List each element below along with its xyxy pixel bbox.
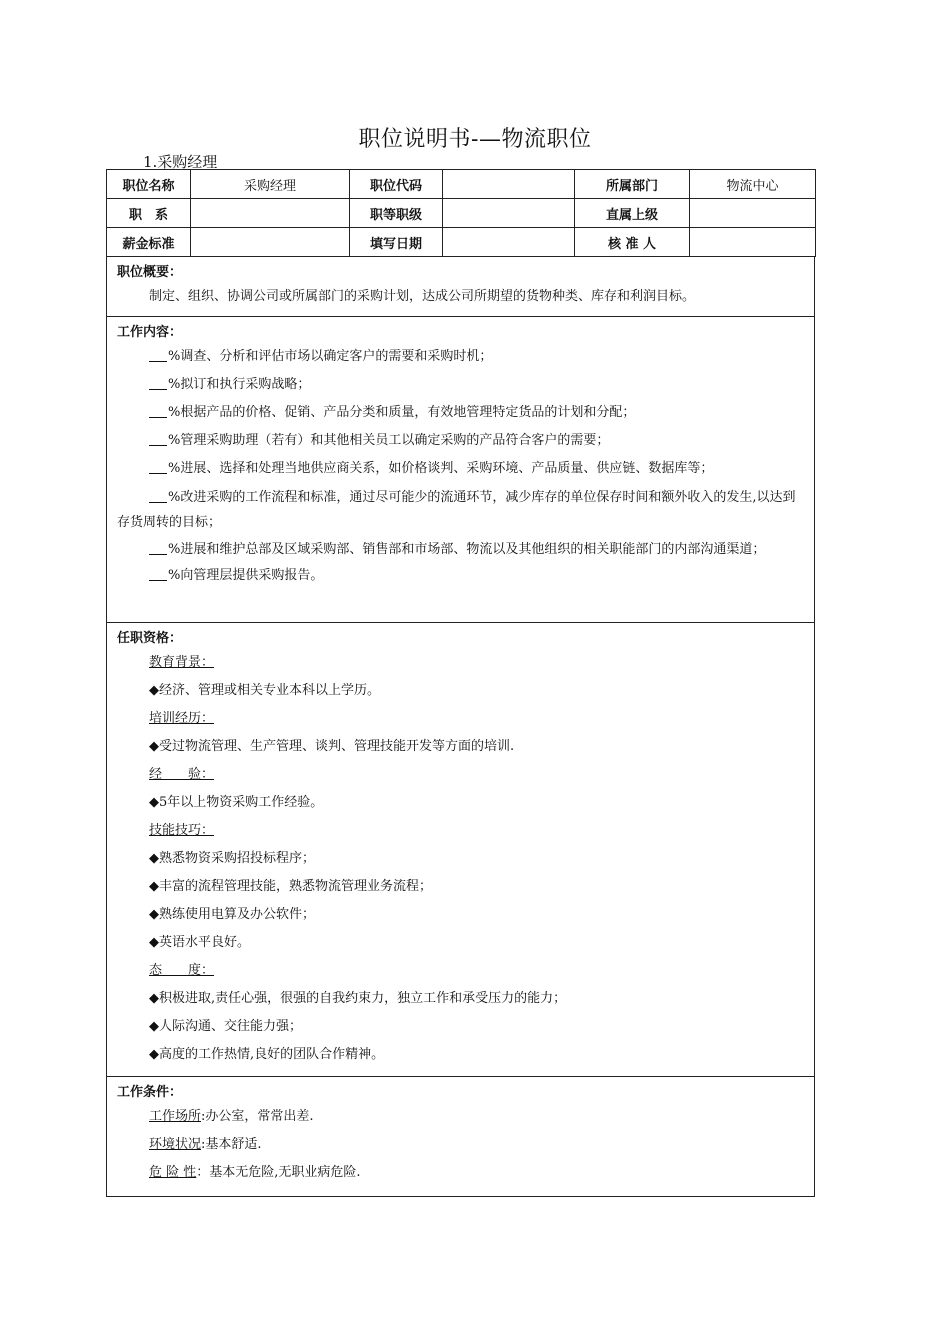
education-label bbox=[117, 649, 804, 677]
fill-date-label: 填写日期 bbox=[350, 228, 443, 257]
header-row bbox=[107, 228, 816, 257]
duty-item bbox=[117, 483, 804, 535]
experience-label bbox=[117, 761, 804, 789]
supervisor-label: 直属上级 bbox=[575, 199, 690, 228]
workplace-row bbox=[117, 1103, 804, 1131]
duty-item bbox=[117, 427, 804, 455]
grade-label: 职等职级 bbox=[350, 199, 443, 228]
conditions-section bbox=[106, 1077, 815, 1197]
duty-text: %进展、选择和处理当地供应商关系，如价格谈判、采购环境、产品质量、供应链、数据库等； bbox=[168, 461, 714, 476]
education-item: ◆经济、管理或相关专业本科以上学历。 bbox=[149, 683, 380, 698]
duties-title: 工作内容： bbox=[117, 325, 183, 340]
workplace-value: :办公室，常常出差. bbox=[201, 1109, 314, 1124]
training-label-text: 培训经历： bbox=[149, 711, 215, 726]
attitude-item: ◆高度的工作热情,良好的团队合作精神。 bbox=[149, 1047, 385, 1062]
experience-item: ◆5年以上物资采购工作经验。 bbox=[149, 795, 324, 810]
duty-text: %根据产品的价格、促销、产品分类和质量，有效地管理特定货品的计划和分配； bbox=[168, 405, 636, 420]
risk-value: ：基本无危险,无职业病危险. bbox=[196, 1165, 361, 1180]
workplace-label: 工作场所 bbox=[149, 1109, 202, 1124]
skill-item: ◆英语水平良好。 bbox=[149, 935, 250, 950]
summary-text: 制定、组织、协调公司或所属部门的采购计划，达成公司所期望的货物种类、库存和利润目标。 bbox=[149, 289, 696, 304]
salary-value bbox=[191, 228, 350, 257]
blank-line bbox=[149, 460, 167, 474]
risk-label: 危 险 性 bbox=[149, 1165, 197, 1180]
blank-line bbox=[149, 376, 167, 390]
duty-item bbox=[117, 455, 804, 483]
duty-item bbox=[117, 371, 804, 399]
job-family-value bbox=[191, 199, 350, 228]
position-name-value: 采购经理 bbox=[191, 170, 350, 199]
blank-line bbox=[149, 404, 167, 418]
duty-text: %管理采购助理（若有）和其他相关员工以确定采购的产品符合客户的需要； bbox=[168, 433, 610, 448]
summary-title: 职位概要： bbox=[117, 265, 183, 280]
position-code-label: 职位代码 bbox=[350, 170, 443, 199]
qualifications-section bbox=[106, 623, 815, 1077]
qualifications-title: 任职资格： bbox=[117, 631, 183, 646]
duties-section bbox=[106, 317, 815, 623]
duty-item bbox=[117, 562, 804, 590]
blank-line bbox=[149, 432, 167, 446]
header-row bbox=[107, 199, 816, 228]
job-description-form bbox=[106, 169, 815, 1197]
duty-item bbox=[117, 535, 804, 562]
conditions-title: 工作条件： bbox=[117, 1085, 183, 1100]
approver-value bbox=[690, 228, 816, 257]
education-label-text: 教育背景： bbox=[149, 655, 215, 670]
position-code-value bbox=[443, 170, 575, 199]
duty-text: %进展和维护总部及区域采购部、销售部和市场部、物流以及其他组织的相关职能部门的内部沟通渠道； bbox=[168, 542, 766, 557]
salary-label: 薪金标准 bbox=[107, 228, 191, 257]
blank-line bbox=[149, 348, 167, 362]
summary-section bbox=[106, 257, 815, 317]
attitude-label-text: 态 度： bbox=[149, 963, 215, 978]
blank-line bbox=[149, 567, 167, 581]
header-table bbox=[106, 169, 816, 257]
supervisor-value bbox=[690, 199, 816, 228]
document-title: 职位说明书-—物流职位 bbox=[358, 127, 592, 152]
training-label bbox=[117, 705, 804, 733]
attitude-label bbox=[117, 957, 804, 985]
skill-item: ◆熟悉物资采购招投标程序； bbox=[149, 851, 315, 866]
skills-label bbox=[117, 817, 804, 845]
environment-value: :基本舒适. bbox=[201, 1137, 262, 1152]
duty-text: %拟订和执行采购战略； bbox=[168, 377, 311, 392]
duty-text: %改进采购的工作流程和标准，通过尽可能少的流通环节，减少库存的单位保存时间和额外收入的发生,以达到存货周转的目标； bbox=[117, 490, 796, 530]
job-family-label: 职 系 bbox=[107, 199, 191, 228]
skill-item: ◆丰富的流程管理技能，熟悉物流管理业务流程； bbox=[149, 879, 432, 894]
attitude-item: ◆积极进取,责任心强，很强的自我约束力，独立工作和承受压力的能力； bbox=[149, 991, 567, 1006]
environment-label: 环境状况 bbox=[149, 1137, 202, 1152]
department-label: 所属部门 bbox=[575, 170, 690, 199]
position-subtitle: 1.采购经理 bbox=[143, 153, 218, 171]
header-row bbox=[107, 170, 816, 199]
grade-value bbox=[443, 199, 575, 228]
fill-date-value bbox=[443, 228, 575, 257]
duty-text: %向管理层提供采购报告。 bbox=[168, 568, 324, 583]
blank-line bbox=[149, 541, 167, 555]
environment-row bbox=[117, 1131, 804, 1159]
blank-line bbox=[149, 489, 167, 503]
approver-label: 核 准 人 bbox=[575, 228, 690, 257]
duty-text: %调查、分析和评估市场以确定客户的需要和采购时机； bbox=[168, 349, 493, 364]
experience-label-text: 经 验： bbox=[149, 767, 215, 782]
skill-item: ◆熟练使用电算及办公软件； bbox=[149, 907, 315, 922]
skills-label-text: 技能技巧： bbox=[149, 823, 215, 838]
risk-row bbox=[117, 1159, 804, 1187]
department-value: 物流中心 bbox=[690, 170, 816, 199]
attitude-item: ◆人际沟通、交往能力强； bbox=[149, 1019, 302, 1034]
duty-item bbox=[117, 399, 804, 427]
training-item: ◆受过物流管理、生产管理、谈判、管理技能开发等方面的培训. bbox=[149, 739, 515, 754]
position-name-label: 职位名称 bbox=[107, 170, 191, 199]
duty-item bbox=[117, 343, 804, 371]
